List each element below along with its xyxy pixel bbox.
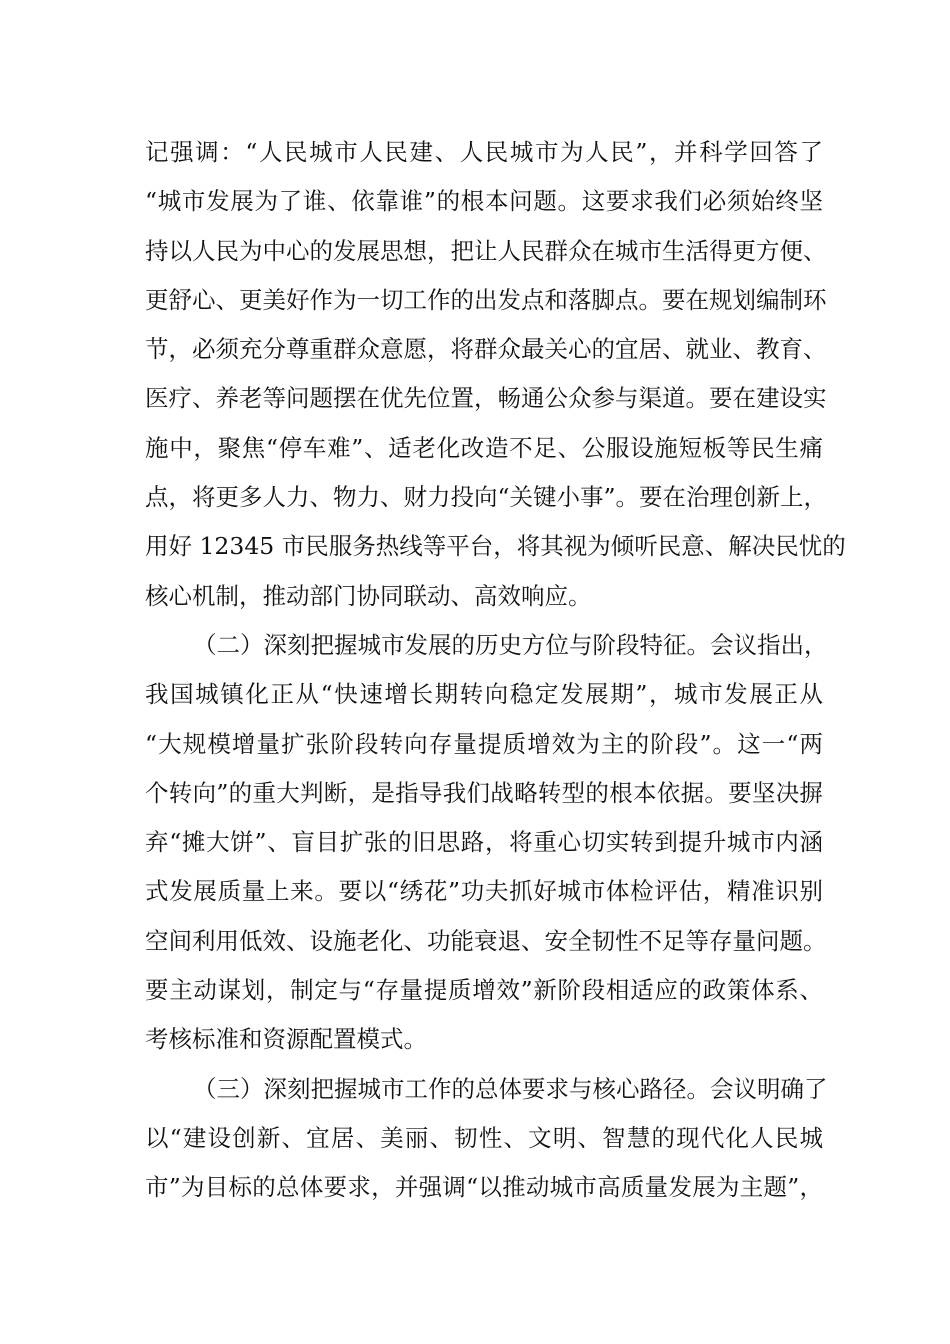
text-line: 个转向”的重大判断，是指导我们战略转型的根本依据。要坚决摒	[145, 778, 823, 807]
text-line: 式发展质量上来。要以“绣花”功夫抓好城市体检评估，精准识别	[145, 877, 823, 906]
text-line: 记强调：“人民城市人民建、人民城市为人民”，并科学回答了	[145, 138, 823, 166]
text-line: 医疗、养老等问题摆在优先位置，畅通公众参与渠道。要在建设实	[145, 384, 827, 413]
text-line: 要主动谋划，制定与“存量提质增效”新阶段相适应的政策体系、	[145, 976, 823, 1005]
text-line: 弃“摊大饼”、盲目扩张的旧思路，将重心切实转到提升城市内涵	[145, 828, 823, 857]
text-line: 考核标准和资源配置模式。	[145, 1025, 427, 1054]
document-body	[145, 128, 846, 1213]
text-line: 我国城镇化正从“快速增长期转向稳定发展期”，城市发展正从	[145, 680, 823, 709]
text-line: 核心机制，推动部门协同联动、高效响应。	[145, 581, 592, 610]
text-line: 点，将更多人力、物力、财力投向“关键小事”。要在治理创新上，	[145, 483, 828, 512]
section-heading-line: （二）深刻把握城市发展的历史方位与阶段特征。会议指出，	[193, 630, 828, 659]
text-line: 节，必须充分尊重群众意愿，将群众最关心的宜居、就业、教育、	[145, 335, 827, 364]
text-line: 用好 12345 市民服务热线等平台，将其视为倾听民意、解决民忧的	[145, 532, 846, 561]
text-line: “城市发展为了谁、依靠谁”的根本问题。这要求我们必须始终坚	[145, 187, 823, 216]
text-line: 空间利用低效、设施老化、功能衰退、安全韧性不足等存量问题。	[145, 926, 827, 955]
text-line: “大规模增量扩张阶段转向存量提质增效为主的阶段”。这一“两	[145, 729, 823, 758]
text-line: 更舒心、更美好作为一切工作的出发点和落脚点。要在规划编制环	[145, 285, 827, 314]
section-heading-line: （三）深刻把握城市工作的总体要求与核心路径。会议明确了	[193, 1074, 828, 1103]
text-line: 施中，聚焦“停车难”、适老化改造不足、公服设施短板等民生痛	[145, 433, 823, 462]
text-line: 以“建设创新、宜居、美丽、韧性、文明、智慧的现代化人民城	[145, 1123, 823, 1152]
text-line: 市”为目标的总体要求，并强调“以推动城市高质量发展为主题”，	[145, 1173, 823, 1202]
text-line: 持以人民为中心的发展思想，把让人民群众在城市生活得更方便、	[145, 236, 827, 265]
